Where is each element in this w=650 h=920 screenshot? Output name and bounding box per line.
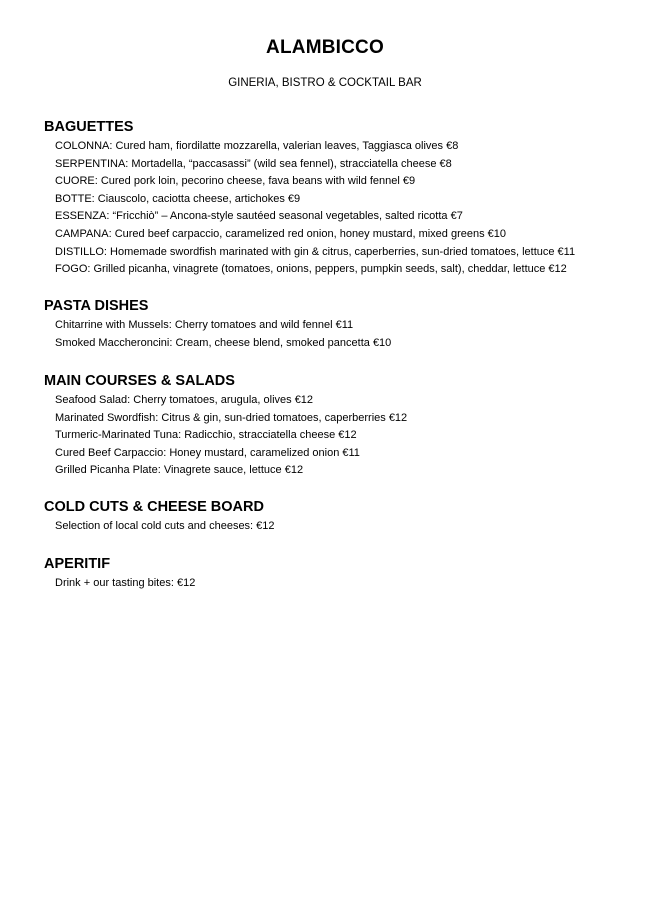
menu-item: DISTILLO: Homemade swordfish marinated with gin & citrus, caperberries, sun-dried tomatoes, lettuce €11 [55, 245, 576, 258]
section-heading: COLD CUTS & CHEESE BOARD [44, 499, 264, 515]
menu-item: SERPENTINA: Mortadella, “paccasassi” (wild sea fennel), stracciatella cheese €8 [55, 157, 452, 170]
menu-item: Turmeric-Marinated Tuna: Radicchio, stracciatella cheese €12 [55, 429, 357, 442]
menu-item-list [44, 138, 644, 279]
section-aperitif [44, 555, 644, 593]
menu-item-list [44, 317, 644, 352]
menu-item: Selection of local cold cuts and cheeses: €12 [55, 520, 275, 532]
section-cold-cuts-cheese-board [44, 498, 644, 536]
menu-item: Chitarrine with Mussels: Cherry tomatoes and wild fennel €11 [55, 319, 354, 331]
menu-item: Cured Beef Carpaccio: Honey mustard, caramelized onion €11 [55, 446, 360, 459]
menu-item-list [44, 518, 644, 536]
section-main-courses-salads [44, 372, 644, 480]
menu-item: Seafood Salad: Cherry tomatoes, arugula, olives €12 [55, 394, 314, 406]
restaurant-subtitle: GINERIA, BISTRO & COCKTAIL BAR [228, 77, 422, 89]
menu-item: CAMPANA: Cured beef carpaccio, caramelized red onion, honey mustard, mixed greens €10 [55, 227, 507, 240]
menu-item-list [44, 575, 644, 593]
menu-item-list [44, 392, 644, 480]
menu-item: Marinated Swordfish: Citrus & gin, sun-dried tomatoes, caperberries €12 [55, 411, 408, 424]
menu-item: COLONNA: Cured ham, fiordilatte mozzarella, valerian leaves, Taggiasca olives €8 [55, 140, 459, 152]
section-baguettes [44, 118, 644, 279]
menu-item: BOTTE: Ciauscolo, caciotta cheese, artichokes €9 [55, 192, 301, 205]
section-heading: BAGUETTES [44, 119, 134, 135]
restaurant-title: ALAMBICCO [266, 37, 384, 58]
section-pasta-dishes [44, 297, 644, 352]
menu-item: Smoked Maccheroncini: Cream, cheese blend, smoked pancetta €10 [55, 336, 392, 349]
menu-item: ESSENZA: “Fricchiò” – Ancona-style sautéed seasonal vegetables, salted ricotta €7 [55, 210, 463, 223]
menu-item: Grilled Picanha Plate: Vinagrete sauce, lettuce €12 [55, 464, 304, 477]
menu-item: CUORE: Cured pork loin, pecorino cheese, fava beans with wild fennel €9 [55, 175, 416, 188]
section-heading: PASTA DISHES [44, 298, 149, 314]
menu-item: FOGO: Grilled picanha, vinagrete (tomatoes, onions, peppers, pumpkin seeds, salt), cheddar, lettuce €12 [55, 263, 567, 276]
section-heading: APERITIF [44, 556, 111, 572]
menu-item: Drink + our tasting bites: €12 [55, 577, 196, 589]
section-heading: MAIN COURSES & SALADS [44, 373, 235, 389]
